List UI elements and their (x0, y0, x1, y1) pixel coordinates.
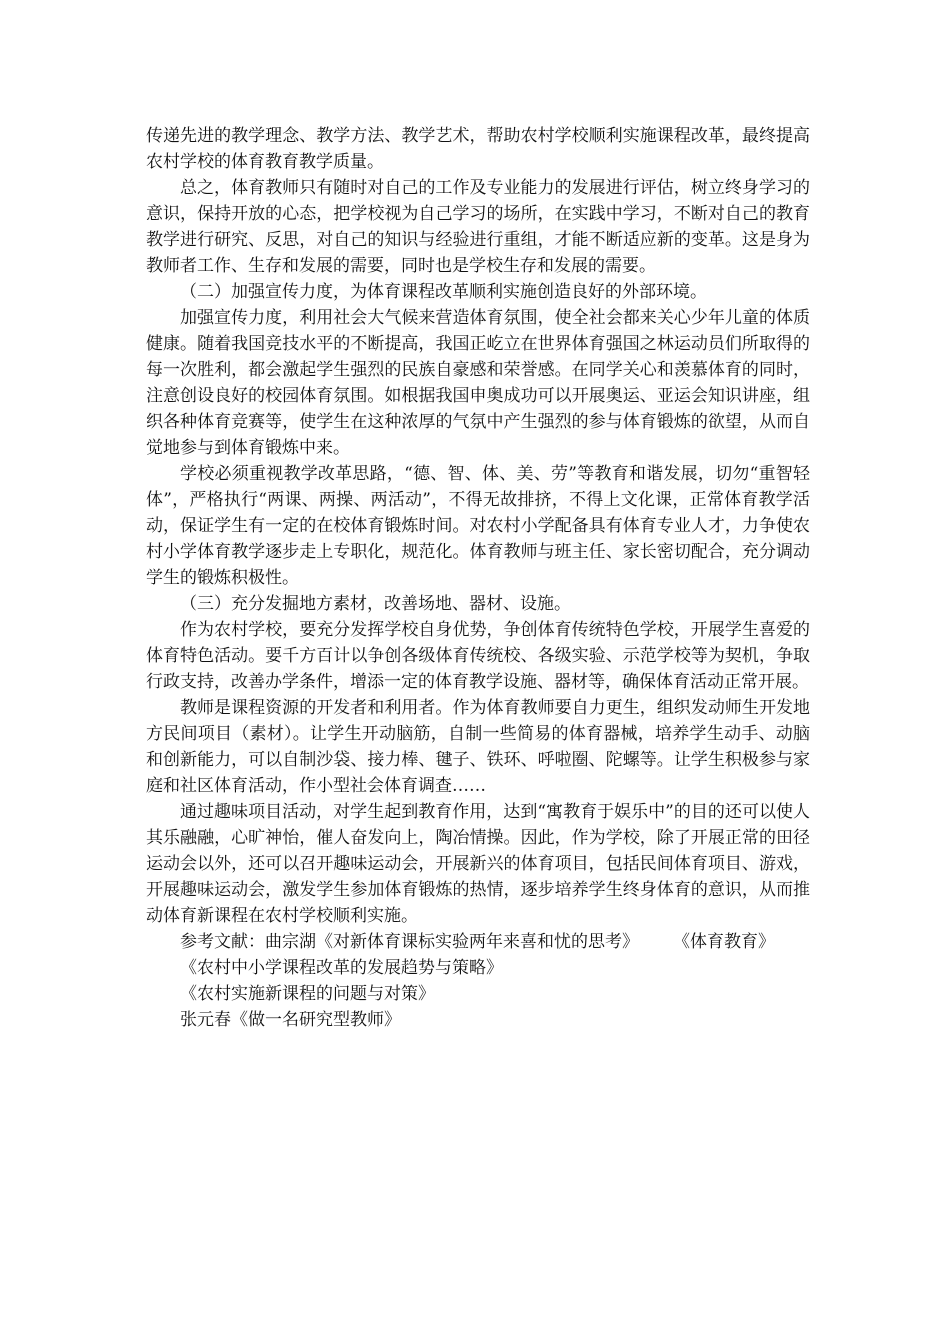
paragraph: 教师是课程资源的开发者和利用者。作为体育教师要自力更生，组织发动师生开发地方民间项目（素材）。让学生开动脑筋，自制一些简易的体育器械，培养学生动手、动脑和创新能力，可以自制沙袋、接力棒、毽子、铁环、呼啦圈、陀螺等。让学生积极参与家庭和社区体育活动，作小型社会体育调查…… (146, 698, 810, 796)
paragraph: 通过趣味项目活动，对学生起到教育作用，达到“寓教育于娱乐中”的目的还可以使人其乐融融，心旷神怡，催人奋发向上，陶冶情操。因此，作为学校，除了开展正常的田径运动会以外，还可以召开趣味运动会，开展新兴的体育项目，包括民间体育项目、游戏，开展趣味运动会，激发学生参加体育锻炼的热情，逐步培养学生终身体育的意识，从而推动体育新课程在农村学校顺利实施。 (146, 802, 810, 926)
paragraph: 传递先进的教学理念、教学方法、教学艺术，帮助农村学校顺利实施课程改革，最终提高农村学校的体育教育教学质量。 (146, 126, 810, 172)
document-body (146, 123, 810, 1033)
paragraph: 学校必须重视教学改革思路，“德、智、体、美、劳”等教育和谐发展，切勿“重智轻体”，严格执行“两课、两操、两活动”，不得无故排挤，不得上文化课，正常体育教学活动，保证学生有一定的在校体育锻炼时间。对农村小学配备具有体育专业人才，力争使农村小学体育教学逐步走上专职化，规范化。体育教师与班主任、家长密切配合，充分调动学生的锻炼积极性。 (146, 464, 810, 588)
reference-item: 张元春《做一名研究型教师》 (180, 1010, 401, 1030)
section-heading: （二）加强宣传力度，为体育课程改革顺利实施创造良好的外部环境。 (180, 282, 707, 302)
reference-item: 《农村实施新课程的问题与对策》 (180, 984, 435, 1004)
references-heading: 参考文献：曲宗湖《对新体育课标实验两年来喜和忧的思考》 《体育教育》 (180, 932, 775, 952)
paragraph: 加强宣传力度，利用社会大气候来营造体育氛围，使全社会都来关心少年儿童的体质健康。随着我国竞技水平的不断提高，我国正屹立在世界体育强国之林运动员们所取得的每一次胜利，都会激起学生强烈的民族自豪感和荣誉感。在同学关心和羡慕体育的同时，注意创设良好的校园体育氛围。如根据我国申奥成功可以开展奥运、亚运会知识讲座，组织各种体育竞赛等，使学生在这种浓厚的气氛中产生强烈的参与体育锻炼的欲望，从而自觉地参与到体育锻炼中来。 (146, 308, 810, 458)
section-heading: （三）充分发掘地方素材，改善场地、器材、设施。 (180, 594, 571, 614)
paragraph: 总之，体育教师只有随时对自己的工作及专业能力的发展进行评估，树立终身学习的意识，保持开放的心态，把学校视为自己学习的场所，在实践中学习，不断对自己的教育教学进行研究、反思，对自己的知识与经验进行重组，才能不断适应新的变革。这是身为教师者工作、生存和发展的需要，同时也是学校生存和发展的需要。 (146, 178, 810, 276)
reference-item: 《农村中小学课程改革的发展趋势与策略》 (180, 958, 503, 978)
paragraph: 作为农村学校，要充分发挥学校自身优势，争创体育传统特色学校，开展学生喜爱的体育特色活动。要千方百计以争创各级体育传统校、各级实验、示范学校等为契机，争取行政支持，改善办学条件，增添一定的体育教学设施、器材等，确保体育活动正常开展。 (146, 620, 810, 692)
